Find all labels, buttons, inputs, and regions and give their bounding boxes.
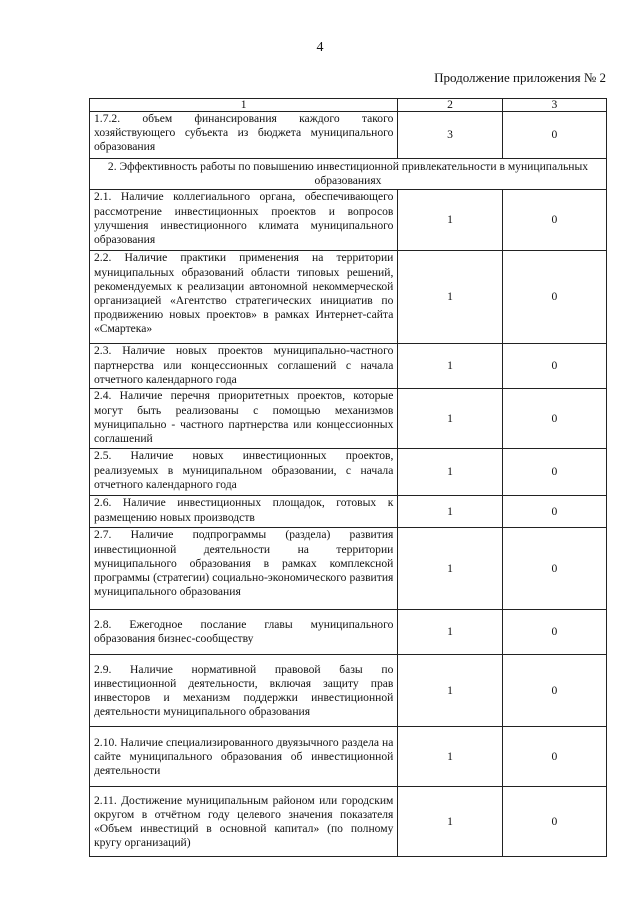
row-value-2: 1 — [398, 655, 502, 727]
row-value-2: 1 — [398, 496, 502, 528]
row-value-2: 1 — [398, 787, 502, 857]
table-row — [90, 344, 607, 389]
table-header-row — [90, 99, 607, 112]
row-description: 2.10. Наличие специализированного двуязычного раздела на сайте муниципального образования об инвестиционной деятельности — [90, 727, 398, 787]
row-description: 2.1. Наличие коллегиального органа, обеспечивающего рассмотрение инвестиционных проектов и вопросов улучшения инвестиционного климата муниципального образования — [90, 190, 398, 251]
continuation-label: Продолжение приложения № 2 — [434, 70, 606, 85]
row-value-3: 0 — [502, 112, 606, 159]
row-value-3: 0 — [502, 610, 606, 655]
row-description: 2.5. Наличие новых инвестиционных проектов, реализуемых в муниципальном образовании, с начала отчетного календарного года — [90, 449, 398, 496]
page-number: 4 — [316, 40, 324, 55]
row-value-2: 1 — [398, 251, 502, 344]
row-value-2: 3 — [398, 112, 502, 159]
criteria-table — [89, 98, 607, 857]
row-value-3: 0 — [502, 344, 606, 389]
row-description: 2.9. Наличие нормативной правовой базы по инвестиционной деятельности, включая защиту прав инвесторов и механизм поддержки инвестиционной деятельности муниципального образования — [90, 655, 398, 727]
section-row — [90, 159, 607, 190]
table-row — [90, 389, 607, 449]
row-value-3: 0 — [502, 389, 606, 449]
table-row — [90, 449, 607, 496]
row-value-2: 1 — [398, 389, 502, 449]
table-row — [90, 528, 607, 610]
row-value-3: 0 — [502, 655, 606, 727]
header-cell-3: 3 — [502, 99, 606, 112]
row-description: 2.8. Ежегодное послание главы муниципального образования бизнес-сообществу — [90, 610, 398, 655]
row-value-2: 1 — [398, 190, 502, 251]
row-description: 2.6. Наличие инвестиционных площадок, готовых к размещению новых производств — [90, 496, 398, 528]
table-row — [90, 190, 607, 251]
section-heading: 2. Эффективность работы по повышению инвестиционной привлекательности в муниципальных образованиях — [90, 159, 607, 190]
table-row — [90, 610, 607, 655]
row-value-2: 1 — [398, 344, 502, 389]
table-row — [90, 112, 607, 159]
row-description: 2.3. Наличие новых проектов муниципально-частного партнерства или концессионных соглашений с начала отчетного календарного года — [90, 344, 398, 389]
table-row — [90, 496, 607, 528]
header-cell-2: 2 — [398, 99, 502, 112]
table-row — [90, 251, 607, 344]
row-description: 2.2. Наличие практики применения на территории муниципальных образований области типовых решений, рекомендуемых к реализации автономной некоммерческой организацией «Агентство стратегических инициатив по продвижению новых проектов» в рамках Интернет-сайта «Смартека» — [90, 251, 398, 344]
row-value-3: 0 — [502, 727, 606, 787]
row-description: 2.7. Наличие подпрограммы (раздела) развития инвестиционной деятельности на территории муниципального образования в рамках комплексной программы (стратегии) социально-экономического развития муниципального образования — [90, 528, 398, 610]
row-value-3: 0 — [502, 496, 606, 528]
row-value-3: 0 — [502, 190, 606, 251]
header-cell-1: 1 — [90, 99, 398, 112]
row-description: 2.11. Достижение муниципальным районом или городским округом в отчётном году целевого значения показателя «Объем инвестиций в основной капитал» (по полному кругу организаций) — [90, 787, 398, 857]
row-value-2: 1 — [398, 528, 502, 610]
row-description: 1.7.2. объем финансирования каждого такого хозяйствующего субъекта из бюджета муниципального образования — [90, 112, 398, 159]
table-row — [90, 655, 607, 727]
row-description: 2.4. Наличие перечня приоритетных проектов, которые могут быть реализованы с помощью механизмов муниципально - частного партнерства или концессионных соглашений — [90, 389, 398, 449]
row-value-3: 0 — [502, 787, 606, 857]
table-row — [90, 787, 607, 857]
row-value-3: 0 — [502, 251, 606, 344]
row-value-2: 1 — [398, 610, 502, 655]
row-value-3: 0 — [502, 449, 606, 496]
row-value-3: 0 — [502, 528, 606, 610]
row-value-2: 1 — [398, 449, 502, 496]
table-row — [90, 727, 607, 787]
row-value-2: 1 — [398, 727, 502, 787]
